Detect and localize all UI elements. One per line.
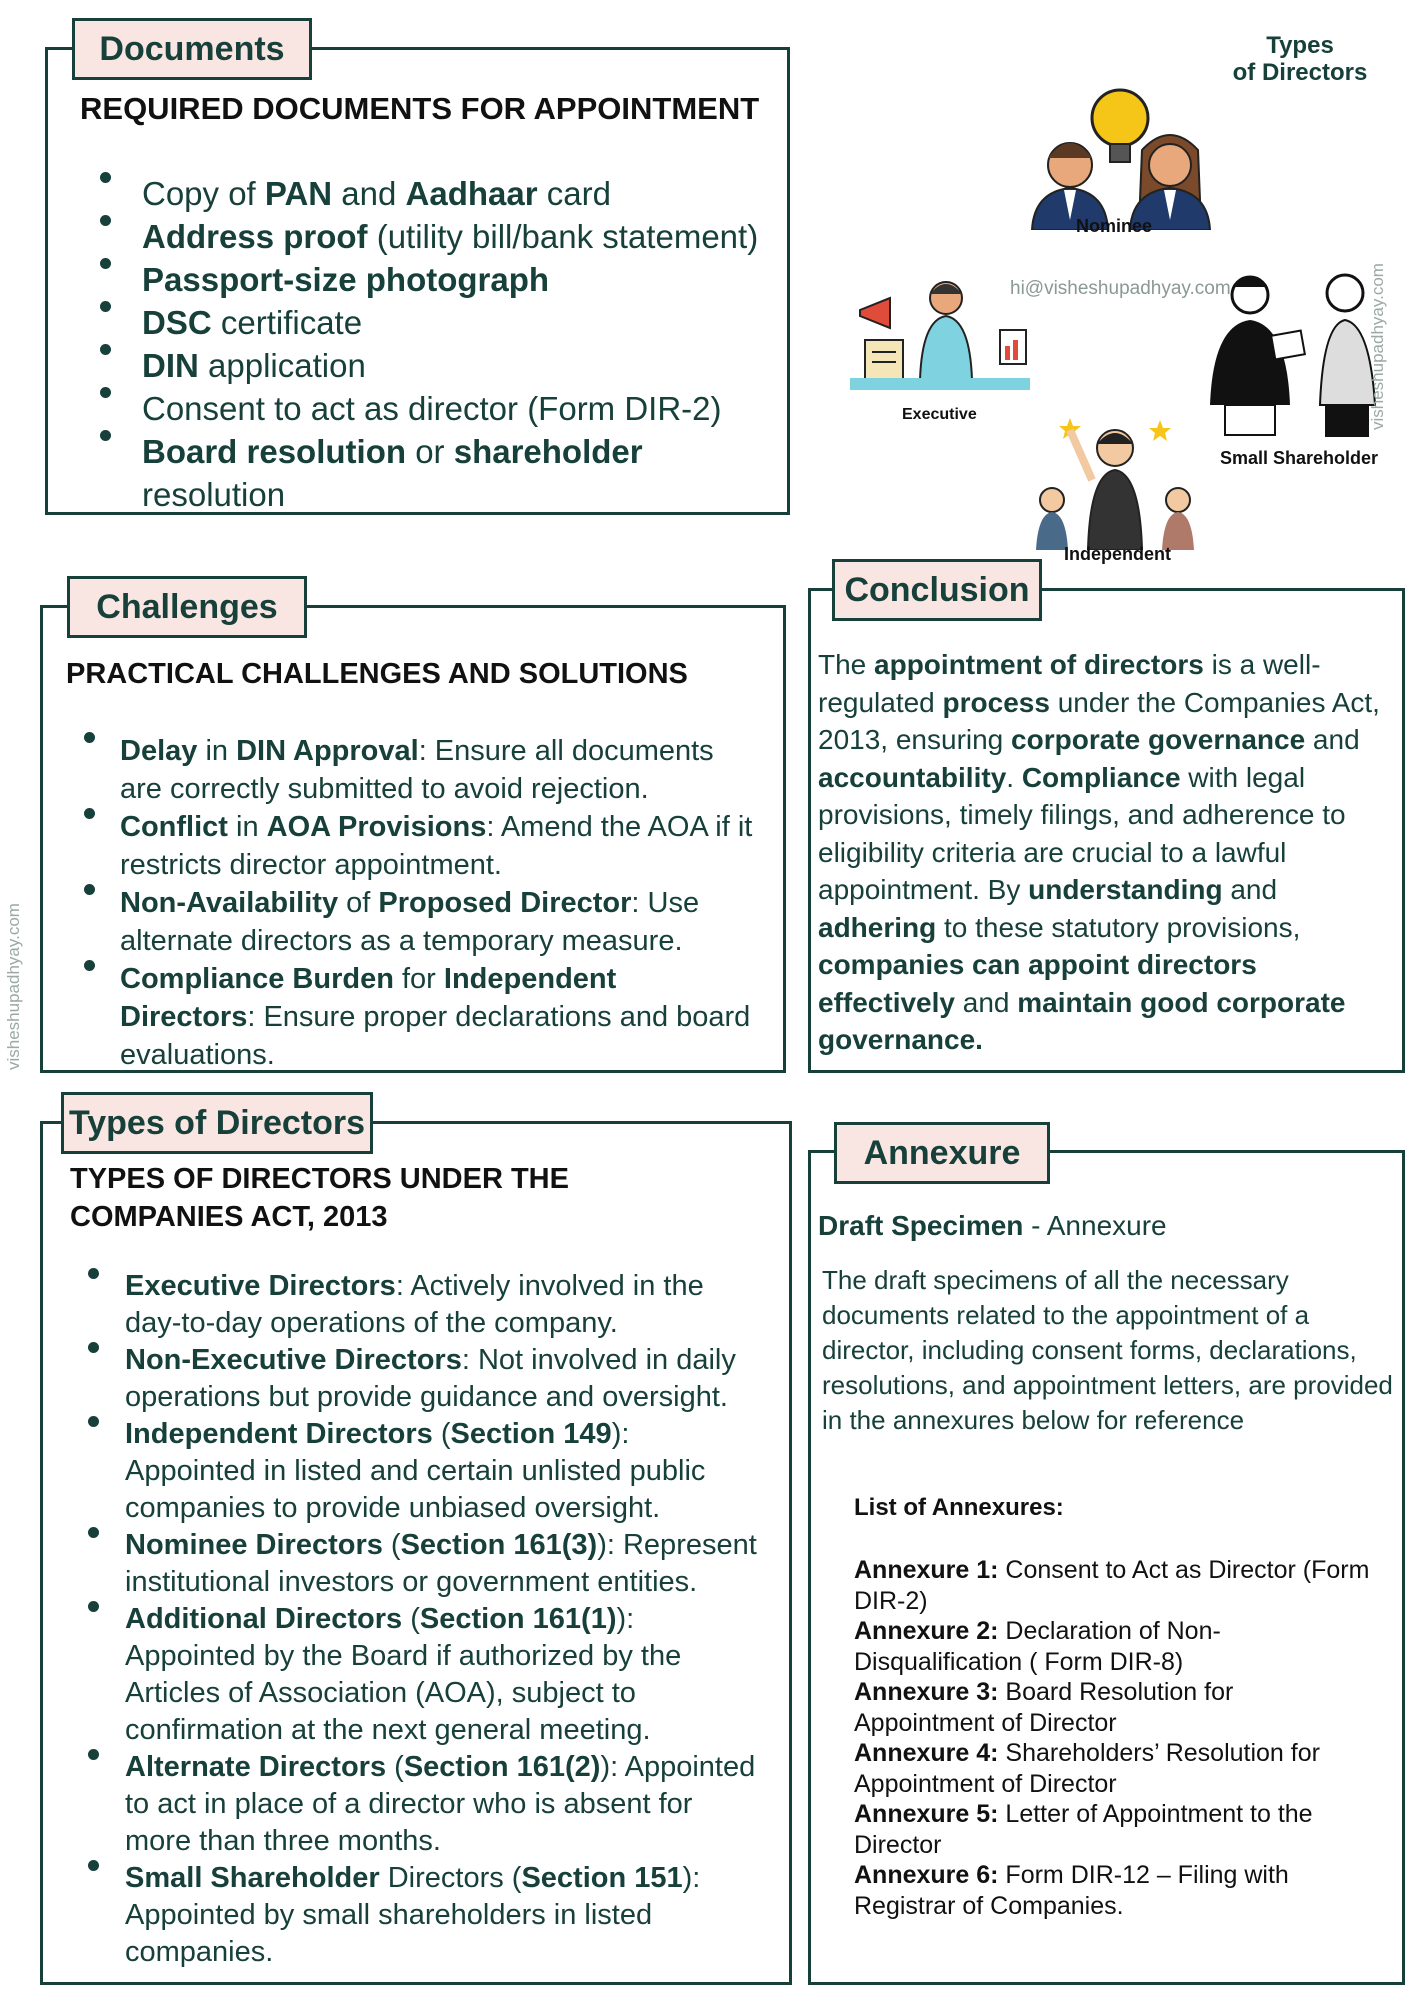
text-run: ): Represent institutional investors or government entities. xyxy=(125,1529,757,1598)
executive-label: Executive xyxy=(902,406,977,423)
independent-label: Independent xyxy=(1064,544,1171,564)
documents-heading: REQUIRED DOCUMENTS FOR APPOINTMENT xyxy=(80,91,760,126)
types-illustration xyxy=(840,20,1410,564)
documents-tab: Documents xyxy=(72,18,312,80)
list-item xyxy=(70,344,770,387)
bold-text: maintain good corporate governance. xyxy=(818,986,1346,1055)
annexure-subtitle: Draft Specimen - Annexure xyxy=(818,1210,1167,1241)
text-run: of xyxy=(338,887,379,919)
text-run: and xyxy=(332,175,406,212)
text-run: : Ensure proper declarations and board evaluations. xyxy=(120,1001,751,1071)
bold-text: DSC xyxy=(142,304,212,341)
bold-text: DIN xyxy=(142,347,199,384)
text-run: in xyxy=(227,811,267,843)
presenter-icon xyxy=(920,282,972,380)
nominee-label: Nominee xyxy=(1076,216,1153,236)
text-run: ( xyxy=(432,1418,451,1450)
types-tab: Types of Directors xyxy=(61,1092,373,1154)
list-item xyxy=(54,808,754,884)
bold-text: shareholder xyxy=(453,433,643,470)
challenges-list xyxy=(54,732,754,1074)
text-run: . xyxy=(1006,761,1022,793)
conclusion-text xyxy=(818,646,1398,1059)
small-shareholder-illustration xyxy=(1195,265,1395,445)
small-shareholder-label: Small Shareholder xyxy=(1220,448,1379,468)
bold-text: Address proof xyxy=(142,218,368,255)
bold-text: accountability xyxy=(818,761,1007,793)
text-run: application xyxy=(198,347,366,384)
bold-text: Board resolution xyxy=(142,433,407,470)
chart-icon xyxy=(1000,330,1026,364)
bold-text: companies can appoint directors effectively xyxy=(818,949,1257,1018)
text-run: for xyxy=(393,963,444,995)
list-item xyxy=(54,960,754,1074)
bold-text: Additional Directors xyxy=(125,1603,403,1635)
list-item: Annexure 3: Board Resolution for Appointment of Director xyxy=(854,1678,1234,1737)
annexure-list xyxy=(854,1555,1374,1921)
bold-text: Independent Directors xyxy=(125,1418,433,1450)
text-run: ( xyxy=(386,1751,404,1783)
bold-text: AOA Provisions xyxy=(266,811,487,843)
bold-text: understanding xyxy=(1028,874,1223,905)
list-item xyxy=(58,1860,758,1971)
text-run: in xyxy=(197,735,237,767)
text-run: : Amend the AOA if it restricts director appointment. xyxy=(120,811,753,881)
text-run: ): Appointed by the Board if authorized by the Articles of Association (AOA), subject to confirmation at the next general meeting. xyxy=(125,1603,682,1746)
bold-text: Independent Directors xyxy=(120,963,617,1033)
list-item xyxy=(70,430,662,516)
bold-text: adhering xyxy=(818,911,937,943)
text-run: or xyxy=(406,433,454,470)
documents-list xyxy=(70,172,770,516)
conclusion-tab: Conclusion xyxy=(832,559,1042,621)
text-run: and xyxy=(954,986,1018,1018)
list-item xyxy=(58,1268,758,1342)
handshake-card-icon xyxy=(1271,331,1305,360)
nominee-illustration xyxy=(1020,70,1220,230)
text-run: with legal provisions, timely filings, and adherence to eligibility criteria are crucial to a lawful appointment. By xyxy=(818,761,1346,905)
bold-text: Non-Executive Directors xyxy=(125,1344,462,1376)
bold-text: corporate governance xyxy=(1011,724,1306,755)
text-run: Consent to act as director (Form DIR-2) xyxy=(142,390,722,427)
text-run: and xyxy=(1305,724,1360,755)
person-right-icon xyxy=(1320,275,1375,437)
bold-text: DIN Approval xyxy=(236,735,419,767)
email-watermark: hi@visheshupadhyay.com xyxy=(1010,278,1231,299)
types-list xyxy=(58,1268,758,1971)
list-item xyxy=(70,258,770,301)
text-run: Directors ( xyxy=(379,1862,522,1894)
types-heading: TYPES OF DIRECTORS UNDER THE COMPANIES ACT, 2013 xyxy=(70,1163,569,1233)
list-item: Annexure 6: Form DIR-12 – Filing with Registrar of Companies. xyxy=(854,1861,1289,1920)
bold-text: Passport-size photograph xyxy=(142,261,550,298)
leader-icon xyxy=(1070,430,1142,550)
bold-text: appointment of directors xyxy=(874,649,1204,680)
text-run: : Actively involved in the day-to-day operations of the company. xyxy=(125,1270,704,1339)
bold-text: PAN xyxy=(264,175,333,212)
bold-text: Compliance xyxy=(1021,761,1181,793)
bold-text: Proposed Director xyxy=(378,887,632,919)
text-run: resolution xyxy=(142,476,286,513)
text-run: card xyxy=(537,175,611,212)
bold-text: Small Shareholder xyxy=(125,1862,380,1894)
person-small-left-icon xyxy=(1036,488,1068,550)
illustration-title: Types of Directors xyxy=(1232,32,1368,86)
text-run: The xyxy=(818,649,875,680)
challenges-tab: Challenges xyxy=(67,576,307,638)
bold-text: Section 149 xyxy=(450,1418,612,1450)
text-run: certificate xyxy=(211,304,363,341)
list-item: Annexure 2: Declaration of Non-Disqualification ( Form DIR-8) xyxy=(854,1617,1221,1676)
list-item xyxy=(54,884,754,960)
annexure-list-title: List of Annexures: xyxy=(854,1494,1064,1521)
list-item xyxy=(54,732,754,808)
text-run: (utility bill/bank statement) xyxy=(367,218,759,255)
bold-text: Nominee Directors xyxy=(125,1529,383,1561)
text-run: Copy of xyxy=(142,175,265,212)
text-run: : Not involved in daily operations but provide guidance and oversight. xyxy=(125,1344,736,1413)
text-run: : Use alternate directors as a temporary measure. xyxy=(120,887,700,957)
person-small-right-icon xyxy=(1162,488,1194,550)
bold-text: Alternate Directors xyxy=(125,1751,387,1783)
text-run: ): Appointed to act in place of a director who is absent for more than three months. xyxy=(125,1751,756,1857)
bold-text: Section 161(2) xyxy=(403,1751,601,1783)
text-run: ( xyxy=(402,1603,420,1635)
bold-text: Conflict xyxy=(120,811,228,843)
text-run: is a well-regulated xyxy=(818,649,1321,718)
text-run: ): Appointed in listed and certain unlisted public companies to provide unbiased oversight. xyxy=(125,1418,706,1524)
bold-text: Aadhaar xyxy=(405,175,538,212)
list-item xyxy=(70,215,770,258)
text-run: ( xyxy=(382,1529,401,1561)
list-item xyxy=(58,1527,758,1601)
bold-text: Compliance Burden xyxy=(120,963,394,995)
bold-text: Delay xyxy=(120,735,198,767)
megaphone-icon xyxy=(860,298,890,328)
bold-text: Executive Directors xyxy=(125,1270,396,1302)
list-item: Annexure 4: Shareholders’ Resolution for Appointment of Director xyxy=(854,1739,1320,1798)
annexure-tab: Annexure xyxy=(834,1122,1050,1184)
list-item xyxy=(70,387,770,430)
independent-illustration xyxy=(1030,410,1200,550)
lightbulb-icon xyxy=(1092,90,1148,162)
list-item: Annexure 5: Letter of Appointment to the Director xyxy=(854,1800,1313,1859)
list-item xyxy=(58,1342,758,1416)
list-item xyxy=(58,1416,758,1527)
text-run: to these statutory provisions, xyxy=(936,911,1301,943)
bold-text: Non-Availability xyxy=(120,887,339,919)
bold-text: Section 151 xyxy=(521,1862,683,1894)
bold-text: Section 161(3) xyxy=(400,1529,598,1561)
left-watermark: visheshupadhyay.com xyxy=(4,903,23,1070)
annexure-intro: The draft specimens of all the necessary documents related to the appointment of a director, including consent forms, declarations, resolutions, and appointment letters, are provided in the annexures below for reference xyxy=(822,1265,1393,1435)
text-run: and xyxy=(1222,874,1278,905)
executive-illustration xyxy=(850,270,1030,410)
bold-text: Section 161(1) xyxy=(419,1603,617,1635)
bold-text: process xyxy=(942,686,1050,718)
list-item xyxy=(70,172,770,215)
text-run: under the Companies Act, 2013, ensuring xyxy=(818,686,1380,755)
list-item xyxy=(70,301,770,344)
list-item: Annexure 1: Consent to Act as Director (Form DIR-2) xyxy=(854,1556,1370,1615)
side-watermark: visheshupadhyay.com xyxy=(1368,263,1387,430)
text-run: : Ensure all documents are correctly submitted to avoid rejection. xyxy=(120,735,714,805)
text-run: ): Appointed by small shareholders in listed companies. xyxy=(125,1862,701,1968)
list-item xyxy=(58,1601,758,1749)
list-item xyxy=(58,1749,758,1860)
challenges-heading: PRACTICAL CHALLENGES AND SOLUTIONS xyxy=(66,658,688,690)
